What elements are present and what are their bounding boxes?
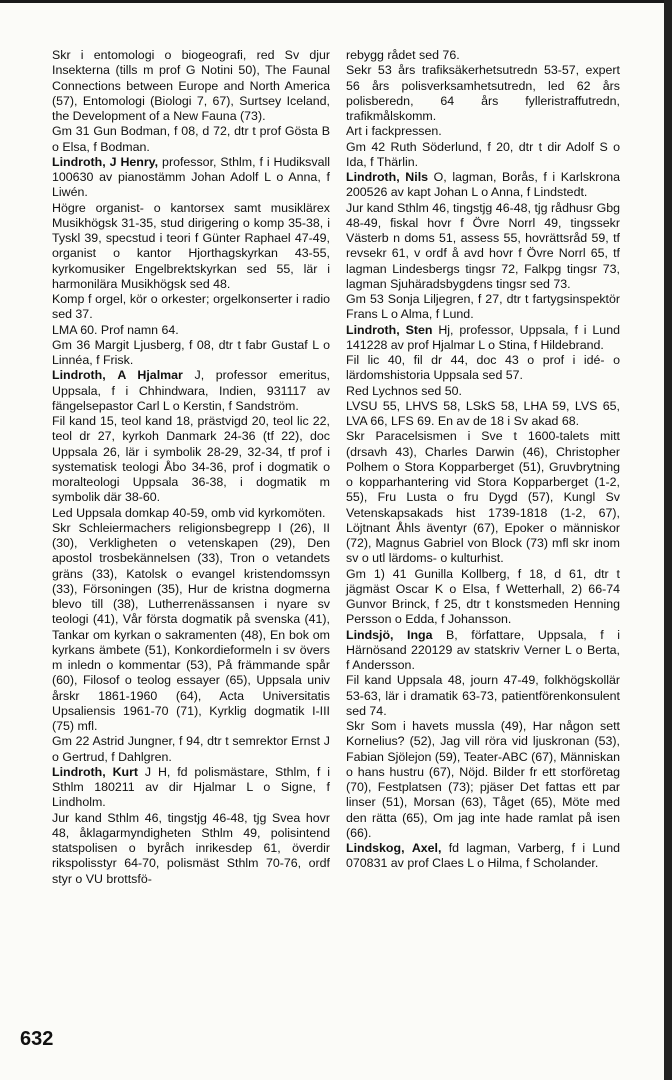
entry-text: J H, fd polismästare, Sthlm, f i Sthlm 180211 av dir Hjalmar L o Signe, f Lindholm. (52, 764, 330, 810)
entry-given-name: Inga (407, 627, 433, 642)
entry-surname: Lindroth, (346, 322, 400, 337)
paragraph: Gm 42 Ruth Söderlund, f 20, dtr t dir Adolf S o Ida, f Thärlin. (346, 139, 620, 169)
paragraph: rebygg rådet sed 76. (346, 48, 460, 62)
paragraph: Högre organist- o kantorsex samt musiklärex Musikhögsk 31-35, stud dirigering o komp 35-38, i Tyskl 39, specstud i teori f Günter Raphael 47-49, organist o kantor Hjorthagskyrkan 43-55, kyrkomusiker Engelbrektskyrkan sed 55, lär i harmonilära Musikhögsk sed 48. (52, 200, 330, 291)
right-column (346, 48, 620, 872)
top-rule (0, 0, 672, 3)
entry-given-name: A Hjalmar (117, 368, 183, 383)
paragraph: Jur kand Sthlm 46, tingstjg 46-48, tjg rådhusr Gbg 48-49, fiskal hovr f Övre Norrl 49, tingssekr Västerb n doms 51, assess 55, hovrättsråd 59, tf revsekr 61, v ordf å avd hovr f Övre Norrl 65, tf lagman Lindesbergs tingsr 72, Falkpg tingsr 73, lagman Sjuhäradsbygdens tingsr sed 73. (346, 200, 620, 291)
paragraph: Gm 22 Astrid Jungner, f 94, dtr t semrektor Ernst J o Gertrud, f Dahlgren. (52, 734, 330, 764)
entry-given-name: Kurt (112, 764, 139, 779)
paragraph: Gm 53 Sonja Liljegren, f 27, dtr t fartygsinspektör Frans L o Alma, f Lund. (346, 292, 620, 322)
page-number: 632 (20, 1028, 54, 1050)
paragraph: Gm 36 Margit Ljusberg, f 08, dtr t fabr Gustaf L o Linnéa, f Frisk. (52, 337, 330, 367)
entry-text: professor, Sthlm, f i Hudiksvall 100630 av pianostämm Johan Adolf L o Anna, f Liwén. (52, 154, 330, 200)
paragraph: Sekr 53 års trafiksäkerhetsutredn 53-57, expert 56 års polisverksamhetsutredn, led 62 års polisberedn, 64 års fylleristraffutredn, trafikmålskomm. (346, 63, 620, 123)
paragraph: LVSU 55, LHVS 58, LSkS 58, LHA 59, LVS 65, LVA 66, LFS 69. En av de 18 i Sv akad 68. (346, 398, 620, 428)
entry-text: O, lagman, Borås, f i Karlskrona 200526 av kapt Johan L o Anna, f Lindstedt. (346, 170, 621, 200)
entry-given-name: J Henry, (109, 154, 159, 169)
entry-surname: Lindroth, (52, 154, 106, 169)
paragraph: Jur kand Sthlm 46, tingstjg 46-48, tjg Svea hovr 48, åklagarmyndigheten Sthlm 49, polisintend statspolisen o byråch inrikesdep 61, överdir rikspolisstyr 64-70, polismäst Sthlm 70-76, ordf styr o VU brottsfö- (52, 810, 330, 886)
entry-surname: Lindsjö, (346, 627, 394, 642)
paragraph: Fil kand Uppsala 48, journ 47-49, folkhögskollär 53-63, lär i dramatik 63-73, patientförenkonsulent sed 74. (346, 673, 620, 718)
entry-heading-paragraph (346, 170, 620, 201)
entry-given-name: Nils (405, 170, 429, 184)
paragraph: Skr Schleiermachers religionsbegrepp I (26), II (30), Verkligheten o vetenskapen (29), Den apostol trosbekännelsen (33), Tron o vetandets gräns (33), Katolsk o evangel kristendomssyn (33), Försoningen (35), Hur de kristna dogmerna blevo till (38), Lutherrenässansen i nyare sv teologi (41), Vår första dogmatik på svenska (41), Tankar om kyrkan o sakramenten (48), En bok om kyrkans ämbete (51), Konkordieformeln i sv övers m inledn o kommentar (53), På främmande spår (60), Filosof o teolog essayer (65), Uppsala univ årskr 1861-1960 (64), Acta Universitatis Upsaliensis 1961-70 (71), Kyrklig dogmatik I-III (75) mfl. (52, 520, 330, 733)
paragraph: LMA 60. Prof namn 64. (52, 322, 179, 337)
paragraph: Art i fackpressen. (346, 124, 442, 139)
entry-given-name: Axel, (411, 841, 442, 855)
paragraph: Skr Paracelsismen i Sve t 1600-talets mitt (drsavh 43), Charles Darwin (46), Christopher Polhem o Stora Kopparberget (51), Gruvbrytning o kopparhantering vid Stora Kopparberget (1-2, 55), Fru Lusta o fru Dygd (57), Kungl Sv Vetenskapsakads hist 1739-1818 (1-2, 67), Löjtnant Åhls äventyr (67), Epoker o människor (72), Magnus Gabriel von Block (73) mfl skr inom sv o utl lärdoms- o kulturhist. (346, 429, 620, 566)
paragraph: Komp f orgel, kör o orkester; orgelkonserter i radio sed 37. (52, 292, 330, 322)
entry-heading-paragraph (52, 155, 330, 201)
paragraph: Fil lic 40, fil dr 44, doc 43 o prof i idé- o lärdomshistoria Uppsala sed 57. (346, 353, 620, 383)
entry-heading-paragraph (346, 323, 620, 354)
paragraph: Skr i entomologi o biogeografi, red Sv djur Insekterna (tills m prof G Notini 50), The Faunal Connections between Europe and North America (57), Entomologi (Biologi 7, 67), Surtsey Iceland, the Development of a New Fauna (73). (52, 48, 330, 123)
entry-heading-paragraph (52, 765, 330, 811)
entry-heading-paragraph (52, 368, 330, 414)
entry-heading-paragraph (346, 628, 620, 674)
paragraph: Skr Som i havets mussla (49), Har någon sett Kornelius? (52), Jag vill röra vid ljuskronan (53), Fabian Sjölejon (59), Teater-ABC (67), Människan o hans hustru (67), Nöjd. Bilder fr ett storföretag (70), Festplatsen (73); pjäser Det fattas ett par linser (51), Morsan (63), Tåget (65), Möte med den rätta (65), Om jag inte hade ramlat på isen (66). (346, 719, 620, 840)
entry-surname: Lindroth, (52, 764, 106, 779)
entry-text: Hj, professor, Uppsala, f i Lund 141228 av prof Hjalmar L o Stina, f Hildebrand. (346, 322, 620, 352)
entry-surname: Lindroth, (52, 368, 106, 383)
entry-text: fd lagman, Varberg, f i Lund 070831 av prof Claes L o Hilma, f Scholander. (346, 841, 620, 871)
entry-surname: Lindroth, (346, 170, 400, 184)
entry-heading-paragraph (346, 841, 620, 872)
entry-surname: Lindskog, (346, 841, 405, 855)
entry-given-name: Sten (405, 322, 433, 337)
paragraph: Red Lychnos sed 50. (346, 383, 462, 398)
paragraph: Gm 1) 41 Gunilla Kollberg, f 18, d 61, dtr t jägmäst Oscar K o Elsa, f Wetterhall, 2) 66-74 Gunvor Brinck, f 25, dtr t konstsmeden Henning Persson o Edda, f Johansson. (346, 566, 620, 627)
left-column (52, 48, 330, 887)
page-edge-shadow (664, 0, 672, 1080)
entry-text: B, författare, Uppsala, f i Härnösand 220129 av statskriv Verner L o Berta, f Andersson. (346, 627, 620, 672)
entry-text: J, professor emeritus, Uppsala, f i Chhindwara, Indien, 931117 av fängelsepastor Carl L o Kerstin, f Sandström. (52, 368, 330, 413)
paragraph: Fil kand 15, teol kand 18, prästvigd 20, teol lic 22, teol dr 27, kyrkoh Danmark 24-36 (tf 22), doc Uppsala 26, lär i symbolik 28-29, 32-34, tf prof i systematisk teologi Åbo 34-36, prof i dogmatik o moralteologi Uppsala 36-38, i dogmatik m symbolik där 38-60. (52, 414, 330, 505)
paragraph: Led Uppsala domkap 40-59, omb vid kyrkomöten. (52, 505, 326, 520)
paragraph: Gm 31 Gun Bodman, f 08, d 72, dtr t prof Gösta B o Elsa, f Bodman. (52, 124, 330, 154)
